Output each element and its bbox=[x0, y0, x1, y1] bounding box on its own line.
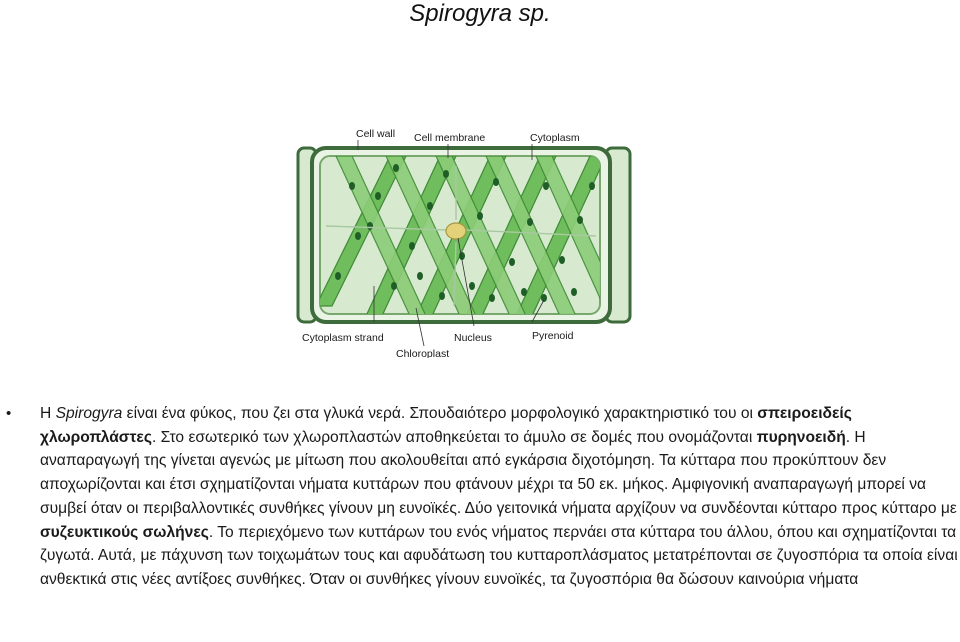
species-name: Spirogyra bbox=[55, 405, 123, 422]
spirogyra-diagram bbox=[296, 126, 632, 358]
key-term-conjugation-tubes: συζευκτικούς σωλήνες bbox=[40, 523, 209, 541]
label-nucleus: Nucleus bbox=[454, 332, 492, 344]
key-term-pyrenoids: πυρηνοειδή bbox=[756, 428, 846, 446]
page-title: Spirogyra sp. bbox=[409, 0, 551, 27]
spirogyra-cell-illustration bbox=[296, 126, 632, 358]
label-cell-wall: Cell wall bbox=[356, 128, 396, 140]
description-paragraph bbox=[40, 402, 960, 592]
label-cell-membrane: Cell membrane bbox=[414, 132, 486, 144]
label-chloroplast: Chloroplast bbox=[396, 348, 450, 358]
nucleus-shape bbox=[446, 223, 466, 239]
label-cytoplasm: Cytoplasm bbox=[530, 132, 580, 144]
label-pyrenoid: Pyrenoid bbox=[532, 330, 574, 342]
key-term-spiral-chloroplasts: σπειροειδείς χλωροπλάστες bbox=[40, 405, 852, 446]
text-segment: . Το περιεχόμενο των κυττάρων του ενός νήματος περνάει στα κύτταρα του άλλου, όπου και σχηματίζονται τα ζυγωτά. Αυτά, με πάχυνση των τοιχωμάτων τους και αφυδάτωση του κυτταροπλάσματος μετατρέπονται σε ζυγοσπόρια τα οποία είναι ανθεκτικά στις νέες αντίξοες συνθήκες. Όταν οι συνθήκες γίνουν ευνοϊκές, τα ζυγοσπόρια θα δώσουν καινούρια νήματα bbox=[40, 523, 958, 588]
text-segment: . Στο εσωτερικό των χλωροπλαστών αποθηκεύεται το άμυλο σε δομές που ονομάζονται bbox=[151, 428, 757, 446]
label-cytoplasm-strand: Cytoplasm strand bbox=[302, 332, 384, 344]
text-segment: Η bbox=[40, 405, 56, 422]
bullet-marker: • bbox=[6, 405, 12, 422]
text-segment: είναι ένα φύκος, που ζει στα γλυκά νερά. Σπουδαιότερο μορφολογικό χαρακτηριστικό του οι bbox=[122, 405, 758, 422]
text-segment: . Η αναπαραγωγή της γίνεται αγενώς με μίτωση που ακολουθείται από εγκάρσια διχοτόμηση. Τα κύτταρα που προκύπτουν δεν αποχωρίζονται και έτσι σχηματίζονται νήματα κυττάρων που φτάνουν μέχρι τα 50 εκ. μήκος. Αμφιγονική αναπαραγωγή μπορεί να συμβεί όταν οι περιβαλλοντικές συνθήκες γίνουν μη ευνοϊκές. Δύο γειτονικά νήματα αρχίζουν να συνδέονται κύτταρο προς κύτταρο με bbox=[40, 428, 957, 517]
